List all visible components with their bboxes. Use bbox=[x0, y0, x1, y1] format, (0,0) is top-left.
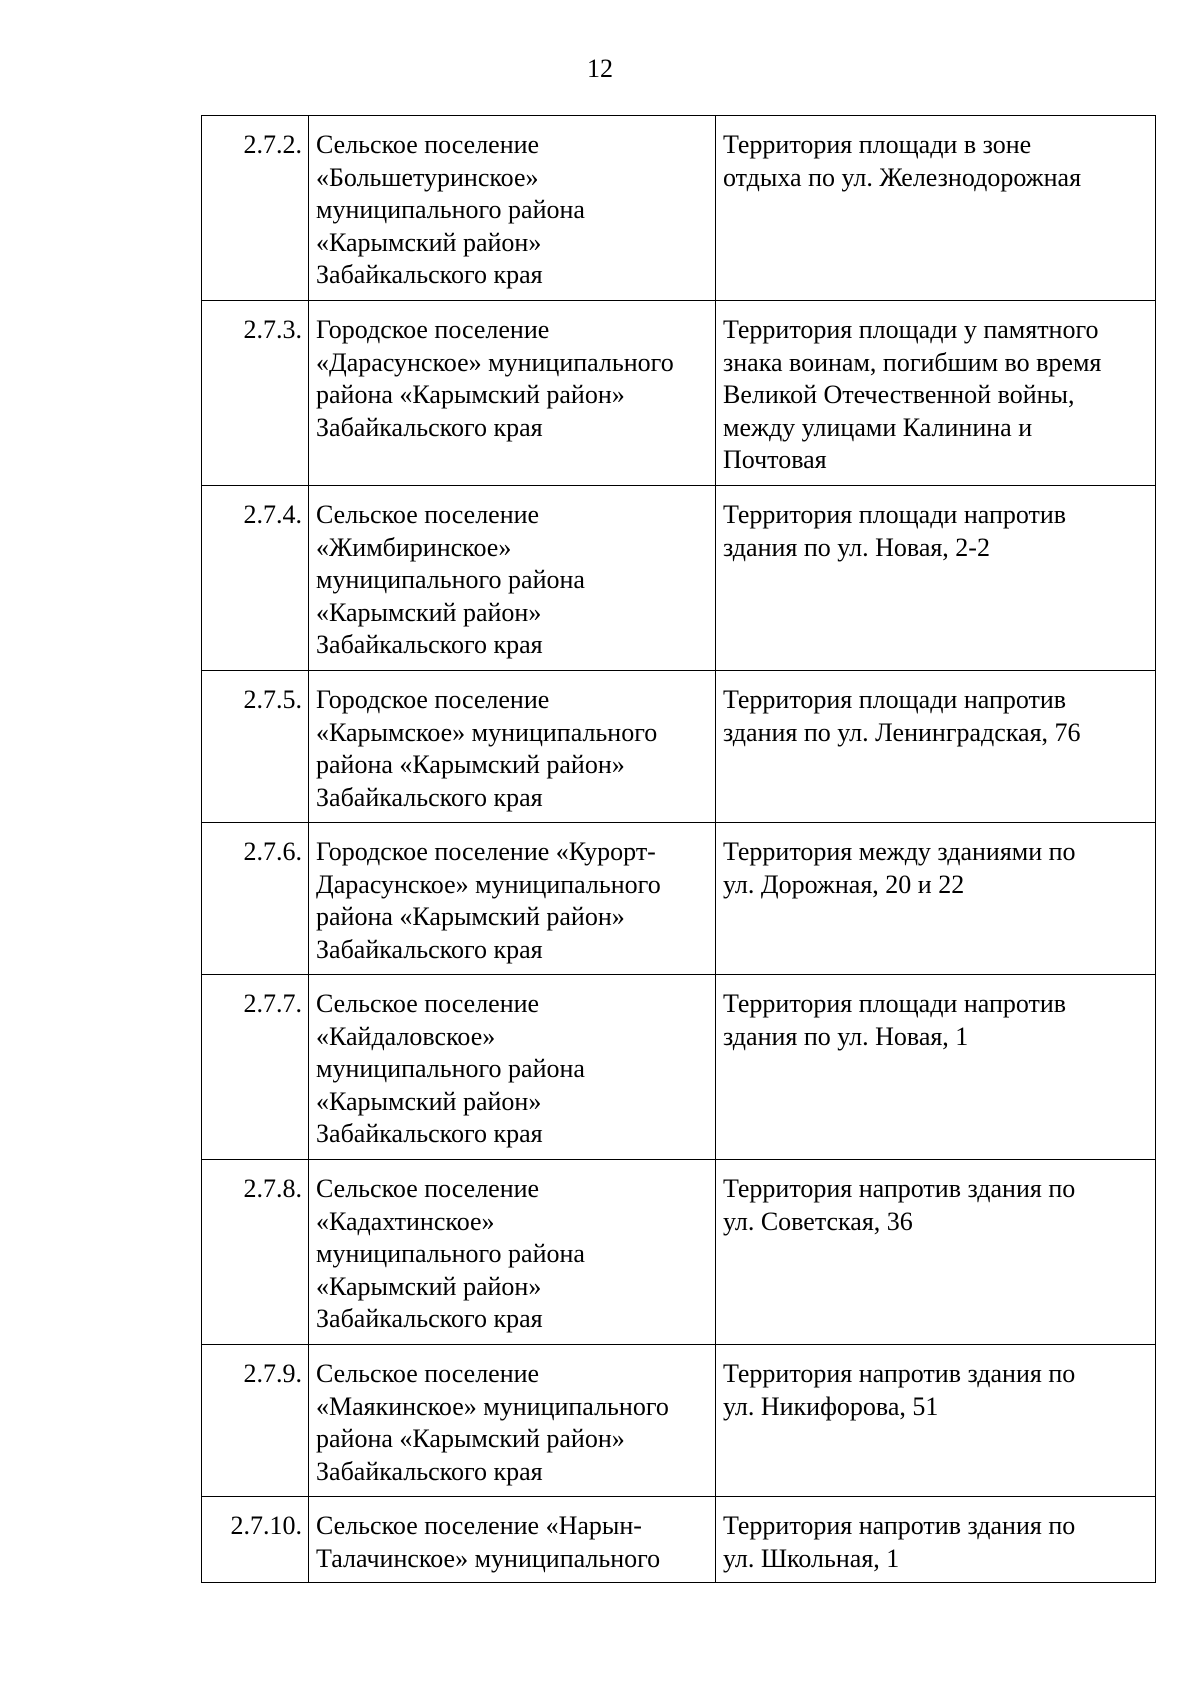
place-line: Территория напротив здания по bbox=[723, 1359, 1076, 1388]
entity-line: «Кайдаловское» bbox=[316, 1021, 496, 1051]
place-line: Территория площади у памятного bbox=[723, 315, 1099, 344]
place-line: здания по ул. Новая, 2-2 bbox=[723, 532, 990, 562]
entity-line: Забайкальского края bbox=[316, 260, 543, 289]
entity-line: муниципального района bbox=[316, 1239, 585, 1268]
entity-line: Забайкальского края bbox=[316, 934, 543, 964]
entity-cell bbox=[309, 1160, 716, 1345]
row-number: 2.7.2. bbox=[202, 116, 309, 301]
entity-line: Сельское поселение bbox=[316, 130, 540, 159]
entity-line: Забайкальского края bbox=[316, 1456, 543, 1486]
place-line: между улицами Калинина и bbox=[723, 412, 1033, 442]
place-cell bbox=[716, 823, 1156, 975]
place-cell bbox=[716, 671, 1156, 823]
entity-line: муниципального района bbox=[316, 1054, 585, 1083]
place-line: Почтовая bbox=[723, 445, 827, 474]
row-number: 2.7.6. bbox=[202, 823, 309, 975]
table-row bbox=[202, 116, 1156, 301]
place-cell bbox=[716, 1345, 1156, 1497]
row-number: 2.7.3. bbox=[202, 301, 309, 486]
place-line: отдыха по ул. Железнодорожная bbox=[723, 162, 1082, 192]
entity-cell bbox=[309, 975, 716, 1160]
entity-line: Сельское поселение bbox=[316, 1359, 540, 1388]
place-line: здания по ул. Новая, 1 bbox=[723, 1021, 969, 1051]
entity-line: муниципального района bbox=[316, 565, 585, 594]
entity-cell bbox=[309, 116, 716, 301]
entity-line: Сельское поселение «Нарын- bbox=[316, 1511, 642, 1540]
place-cell bbox=[716, 486, 1156, 671]
entity-line: Дарасунское» муниципального bbox=[316, 869, 661, 899]
place-line: ул. Школьная, 1 bbox=[723, 1543, 900, 1573]
entity-line: «Кадахтинское» bbox=[316, 1206, 495, 1236]
table-row bbox=[202, 823, 1156, 975]
entity-line: Сельское поселение bbox=[316, 989, 540, 1018]
table-row bbox=[202, 1497, 1156, 1583]
entity-line: «Карымский район» bbox=[316, 1271, 542, 1301]
place-line: знака воинам, погибшим во время bbox=[723, 347, 1102, 377]
table-row bbox=[202, 1160, 1156, 1345]
row-number: 2.7.5. bbox=[202, 671, 309, 823]
entity-cell bbox=[309, 1497, 716, 1583]
entity-line: «Дарасунское» муниципального bbox=[316, 347, 674, 377]
entity-line: «Карымский район» bbox=[316, 597, 542, 627]
table-row bbox=[202, 486, 1156, 671]
row-number: 2.7.10. bbox=[202, 1497, 309, 1583]
row-number: 2.7.4. bbox=[202, 486, 309, 671]
place-cell bbox=[716, 1160, 1156, 1345]
entity-line: муниципального района bbox=[316, 195, 585, 224]
entity-line: района «Карымский район» bbox=[316, 380, 625, 409]
row-number: 2.7.7. bbox=[202, 975, 309, 1160]
entity-line: района «Карымский район» bbox=[316, 750, 625, 779]
table-row bbox=[202, 671, 1156, 823]
entity-cell bbox=[309, 823, 716, 975]
place-line: Территория площади напротив bbox=[723, 989, 1067, 1018]
place-line: Территория напротив здания по bbox=[723, 1174, 1076, 1203]
place-line: здания по ул. Ленинградская, 76 bbox=[723, 717, 1081, 747]
table-row bbox=[202, 301, 1156, 486]
place-cell bbox=[716, 116, 1156, 301]
entity-line: Талачинское» муниципального bbox=[316, 1543, 661, 1573]
entity-line: Сельское поселение bbox=[316, 500, 540, 529]
place-line: Территория площади в зоне bbox=[723, 130, 1032, 159]
entity-line: района «Карымский район» bbox=[316, 902, 625, 931]
entity-cell bbox=[309, 1345, 716, 1497]
entity-line: «Жимбиринское» bbox=[316, 532, 512, 562]
place-line: Территория площади напротив bbox=[723, 685, 1067, 714]
place-line: ул. Никифорова, 51 bbox=[723, 1391, 939, 1421]
place-cell bbox=[716, 1497, 1156, 1583]
entity-line: Забайкальского края bbox=[316, 1119, 543, 1148]
table-row bbox=[202, 1345, 1156, 1497]
entity-cell bbox=[309, 486, 716, 671]
entity-cell bbox=[309, 671, 716, 823]
entity-line: «Карымский район» bbox=[316, 227, 542, 257]
place-line: Территория напротив здания по bbox=[723, 1511, 1076, 1540]
place-line: ул. Дорожная, 20 и 22 bbox=[723, 869, 965, 899]
row-number: 2.7.9. bbox=[202, 1345, 309, 1497]
entity-line: «Маякинское» муниципального bbox=[316, 1391, 669, 1421]
entity-line: Забайкальского края bbox=[316, 630, 543, 659]
entity-line: Забайкальского края bbox=[316, 782, 543, 812]
settlements-table bbox=[201, 115, 1156, 1583]
entity-line: Забайкальского края bbox=[316, 412, 543, 442]
row-number: 2.7.8. bbox=[202, 1160, 309, 1345]
place-line: Великой Отечественной войны, bbox=[723, 380, 1075, 409]
entity-line: Забайкальского края bbox=[316, 1304, 543, 1333]
place-line: ул. Советская, 36 bbox=[723, 1206, 913, 1236]
entity-line: «Большетуринское» bbox=[316, 162, 539, 192]
entity-line: «Карымское» муниципального bbox=[316, 717, 658, 747]
entity-line: Городское поселение «Курорт- bbox=[316, 837, 656, 866]
place-line: Территория между зданиями по bbox=[723, 837, 1076, 866]
entity-line: района «Карымский район» bbox=[316, 1424, 625, 1453]
page-number: 12 bbox=[587, 54, 613, 83]
place-cell bbox=[716, 301, 1156, 486]
place-line: Территория площади напротив bbox=[723, 500, 1067, 529]
entity-line: Городское поселение bbox=[316, 315, 550, 344]
entity-line: Сельское поселение bbox=[316, 1174, 540, 1203]
table-row bbox=[202, 975, 1156, 1160]
entity-line: Городское поселение bbox=[316, 685, 550, 714]
place-cell bbox=[716, 975, 1156, 1160]
entity-line: «Карымский район» bbox=[316, 1086, 542, 1116]
entity-cell bbox=[309, 301, 716, 486]
